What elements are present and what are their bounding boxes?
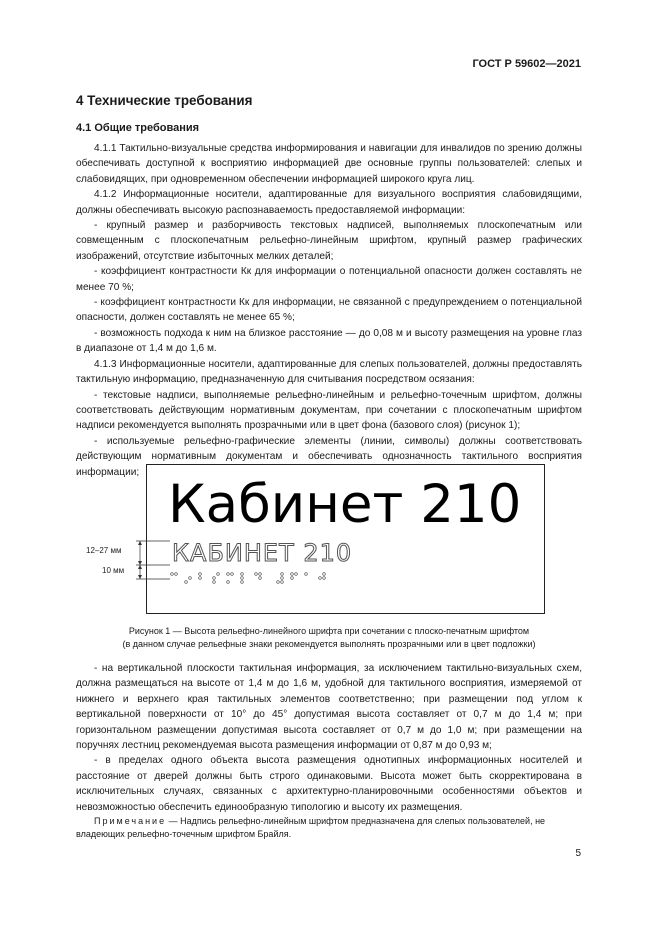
list-item: - в пределах одного объекта высота размещения однотипных информационных носителей и расстояние от дверей должны быть строго одинаковыми. Высота может быть скорректирована в исключительных случаях, связанных с архитектурно-планировочными особенностями объектов и невозможностью обеспечить единообразную типологию и высоту их размещения. — [76, 755, 582, 813]
braille-dot — [259, 573, 262, 576]
list-item: - используемые рельефно-графические элементы (линии, символы) должны соответствовать действующим нормативным документам и обеспечивать однозначность тактильного восприятия информации; — [76, 435, 582, 478]
caption-line: Рисунок 1 — Высота рельефно-линейного шрифта при сочетании с плоско-печатным шрифтом — [128, 626, 530, 636]
list-item: - текстовые надписи, выполняемые рельефно-линейным и рельефно-точечным шрифтом, должны соответствовать действующим нормативным документам, при сочетании с плоскопечатным шрифтом надписи рекомендуется выполнять прозрачными или в цвет фона (базового слоя) (рисунок 1); — [76, 389, 582, 432]
braille-dot — [323, 577, 326, 580]
dimension-label-lower: 10 мм — [102, 566, 125, 575]
braille-dot — [291, 573, 294, 576]
list-item: - возможность подхода к ним на близкое расстояние — до 0,08 м и высоту размещения на уровне глаз в диапазоне от 1,4 м до 1,6 м. — [76, 327, 582, 355]
paragraph: 4.1.2 Информационные носители, адаптированные для визуального восприятия слабовидящими, должны обеспечивать высокую распознаваемость предоставляемой информации: — [76, 189, 582, 216]
braille-dot — [227, 581, 230, 584]
braille-dot — [189, 577, 192, 580]
note-label: Примечание — [94, 816, 167, 826]
page-number: 5 — [575, 848, 581, 859]
braille-dots — [171, 573, 326, 584]
paragraph: 4.1.3 Информационные носители, адаптированные для слепых пользователей, должны предоставлять тактильную информацию, предназначенную для считывания посредством осязания: — [76, 358, 582, 386]
list-item: - коэффициент контрастности Кк для информации, не связанной с предупреждением о потенциальной опасности, должен составлять не менее 65 %; — [76, 297, 582, 324]
note — [76, 815, 582, 841]
braille-dot — [227, 573, 230, 576]
list-item: - коэффициент контрастности Кк для информации о потенциальной опасности должен составлять не менее 70 %; — [76, 266, 582, 293]
braille-dot — [199, 577, 202, 580]
braille-dot — [323, 573, 326, 576]
section-title: 4 Технические требования — [76, 93, 253, 108]
braille-dot — [241, 581, 244, 584]
braille-dot — [319, 577, 322, 580]
braille-dot — [241, 577, 244, 580]
braille-dot — [231, 573, 234, 576]
braille-dot — [305, 573, 308, 576]
document-code: ГОСТ Р 59602—2021 — [472, 58, 581, 70]
braille-dot — [281, 577, 284, 580]
list-item: - на вертикальной плоскости тактильная информация, за исключением тактильно-визуальных схем, должна размещаться на высоте от 1,4 м до 1,6 м, удобной для тактильного восприятия, измеряемой от нижнего и верхнего края тактильных элементов соответственно; при размещении под углом к вертикальной поверхности от 10° до 45° допустимая высота составляет от 0,7 м до 1,4 м; при горизонтальном размещении допустимая высота составляет от 0,7 м до 1,0 м; при размещении на поручнях лестниц рекомендуемая высота размещения информации от 0,87 м до 0,93 м; — [76, 663, 582, 752]
braille-dot — [213, 577, 216, 580]
braille-dot — [213, 581, 216, 584]
braille-dot — [259, 577, 262, 580]
paragraph: 4.1.1 Тактильно-визуальные средства информирования и навигации для инвалидов по зрению должны обеспечивать доступной к восприятию информацией две основные группы пользователей: слепых и слабовидящих, при одновременном обеспечении информацией широкого круга лиц. — [76, 143, 582, 185]
body-text-bottom — [76, 661, 582, 815]
braille-dot — [175, 573, 178, 576]
dimension-label-upper: 12–27 мм — [86, 546, 122, 555]
braille-dot — [281, 573, 284, 576]
sign-print-text: Кабинет 210 — [168, 474, 522, 535]
braille-dot — [295, 573, 298, 576]
subsection-title: 4.1 Общие требования — [76, 122, 200, 134]
list-item: - крупный размер и разборчивость текстовых надписей, выполняемых плоскопечатным или совмещенным с плоскопечатным рельефно-линейным шрифтом, крупный размер графических изображений, отсутствие избыточных мелких деталей; — [76, 220, 582, 262]
braille-dot — [255, 573, 258, 576]
braille-dot — [281, 581, 284, 584]
braille-dot — [277, 581, 280, 584]
sign-relief-text: КАБИНЕТ 210 — [172, 539, 353, 567]
braille-dot — [171, 573, 174, 576]
figure-caption — [76, 625, 582, 651]
braille-dot — [185, 581, 188, 584]
braille-dot — [291, 577, 294, 580]
braille-dot — [199, 573, 202, 576]
caption-line: (в данном случае рельефные знаки рекомендуется выполнять прозрачными или в цвет подложки) — [122, 639, 536, 649]
braille-dot — [241, 573, 244, 576]
note-text: — Надпись рельефно-линейным шрифтом предназначена для слепых пользователей, не владеющих рельефно-точечным шрифтом Брайля. — [76, 816, 546, 839]
braille-dot — [217, 573, 220, 576]
